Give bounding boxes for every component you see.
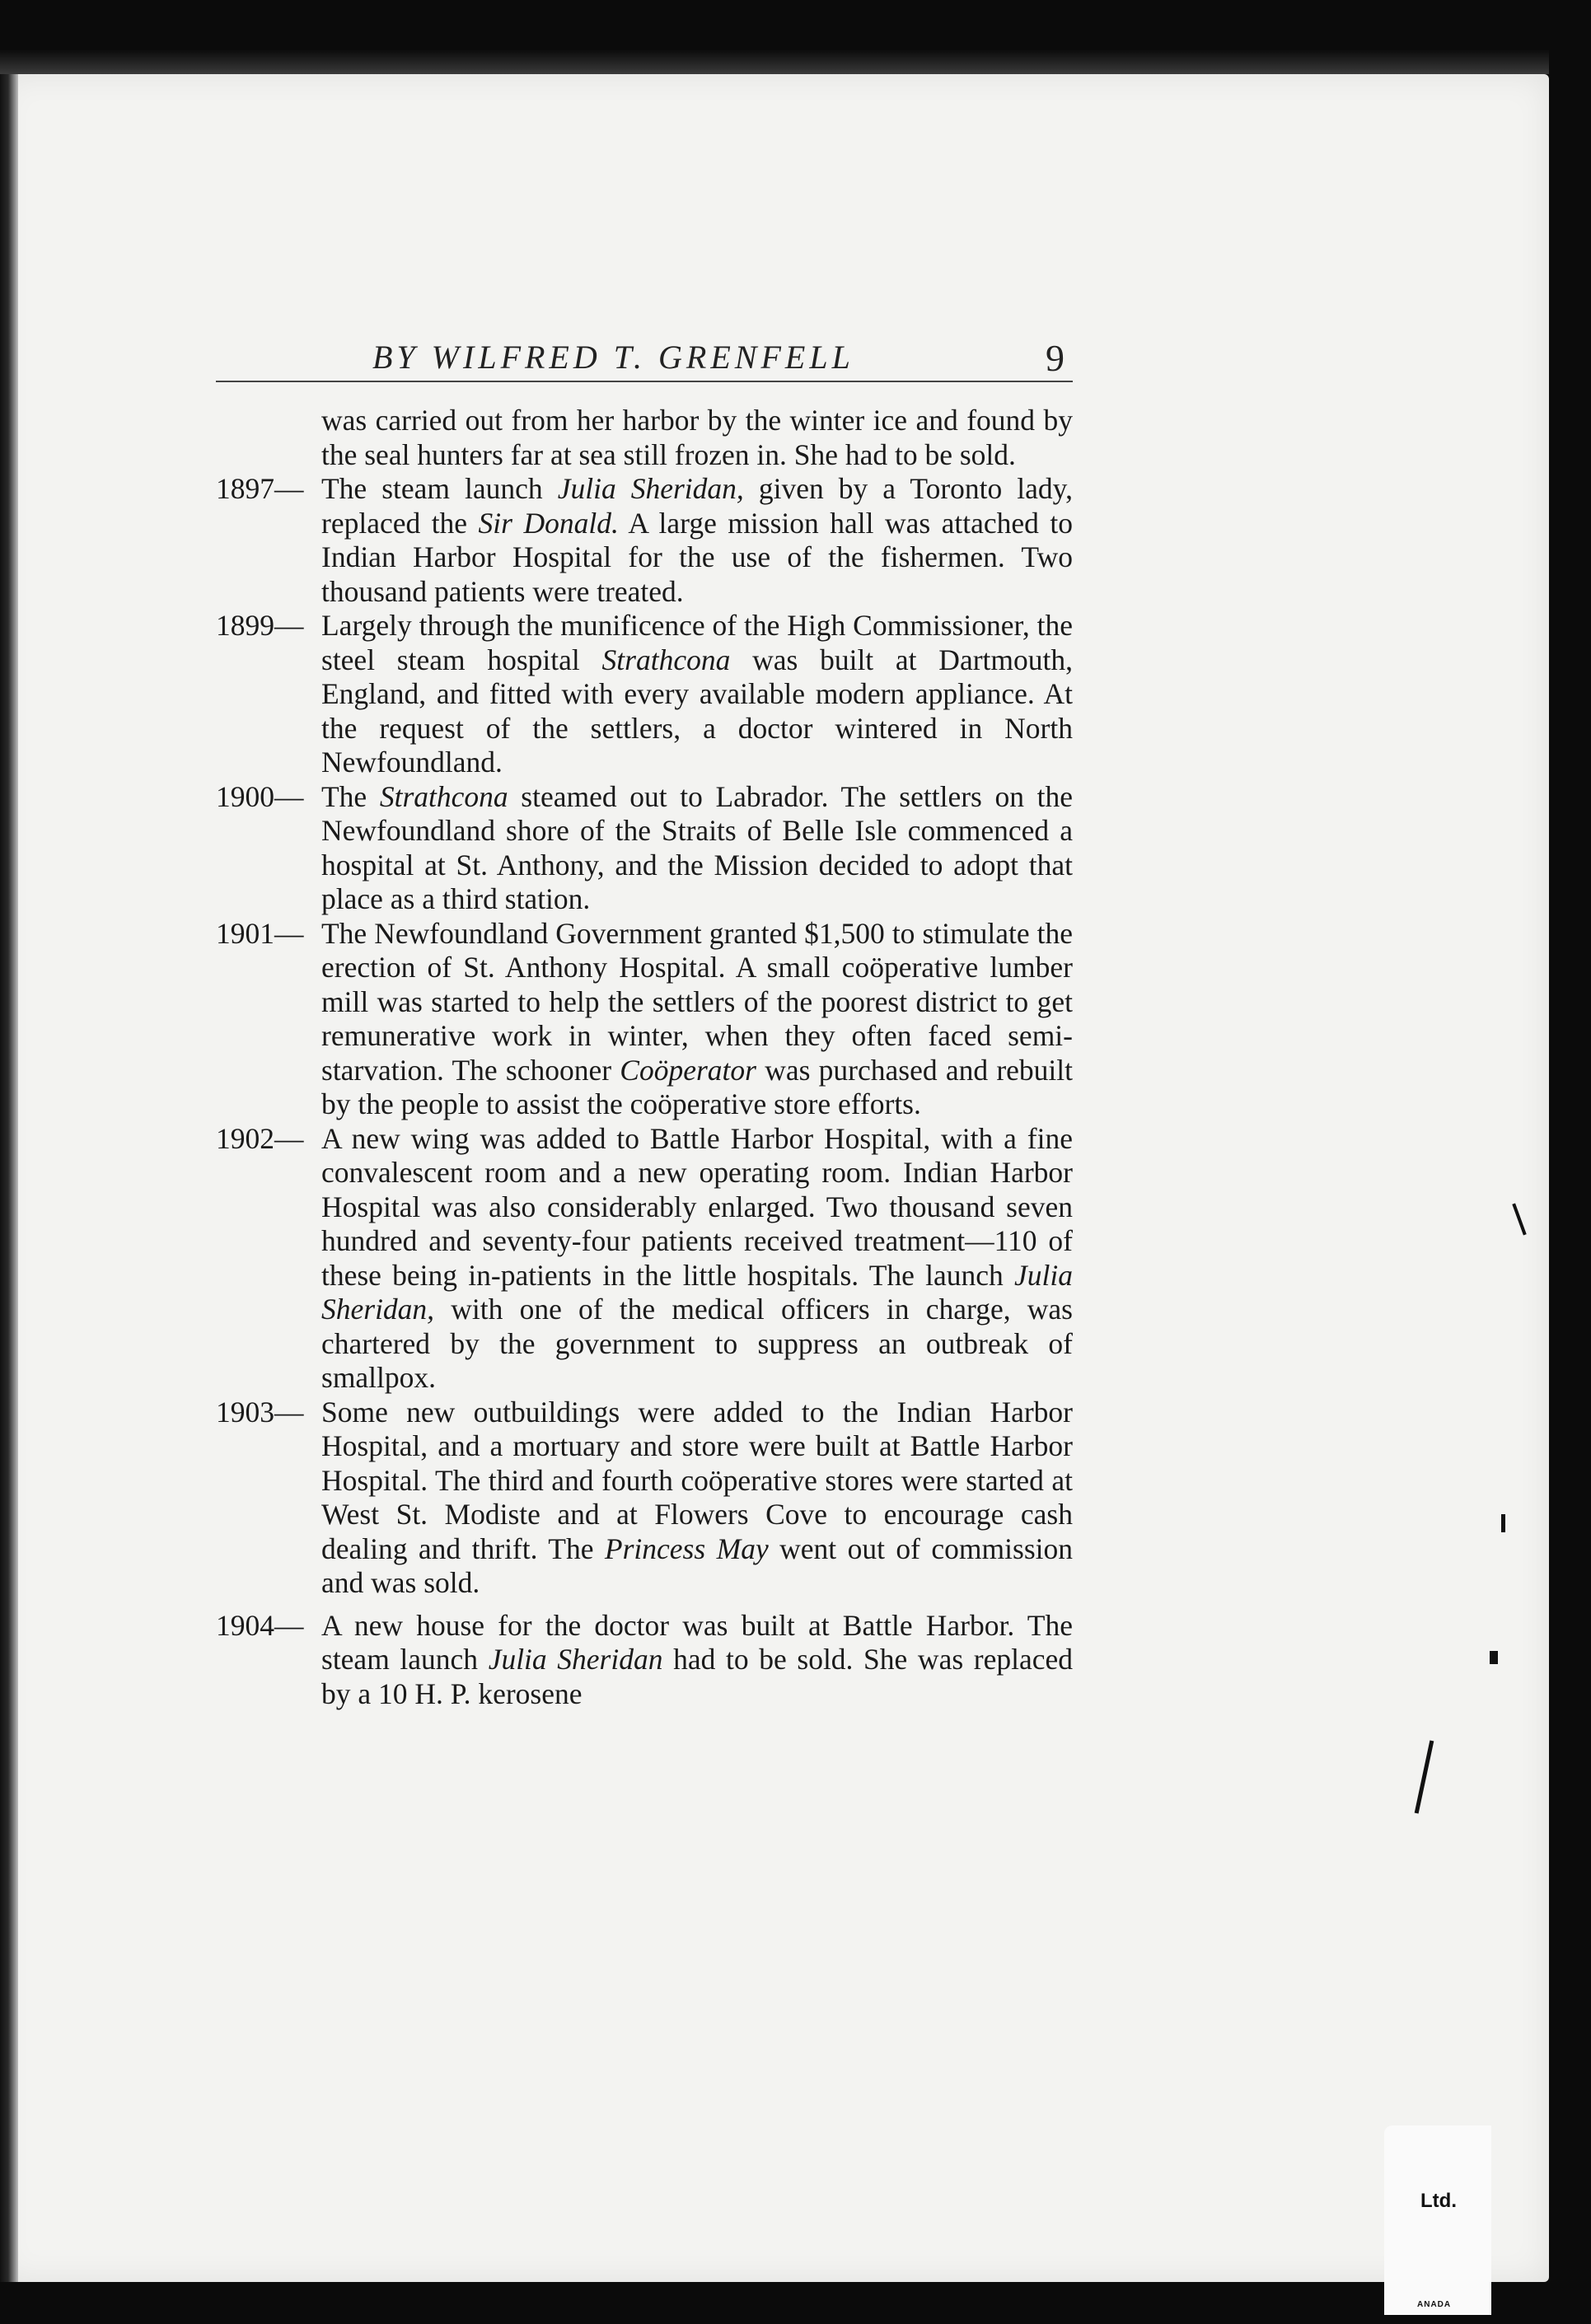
page-binding-edge	[0, 74, 18, 2282]
film-top-edge	[0, 49, 1549, 74]
entry-year: 1901—	[216, 916, 304, 950]
chronology-list	[216, 472, 1073, 1711]
entry-year: 1899—	[216, 609, 304, 642]
entry-year: 1903—	[216, 1395, 304, 1429]
entry-text: Largely through the munificence of the High Commissioner, the steel steam hospital Strathcona was built at Dartmouth, England, and fitted with every available modern appliance. At the request of the settlers, a doctor wintered in North Newfoundland.	[321, 609, 1073, 779]
entry-text: The steam launch Julia Sheridan, given by a Toronto lady, replaced the Sir Donald. A large mission hall was attached to Indian Harbor Hospital for the use of the fishermen. Two thousand patients were treated.	[321, 472, 1074, 608]
opening-paragraph	[216, 404, 1073, 472]
chronology-entry	[216, 1122, 1073, 1396]
scan-speck	[1490, 1651, 1498, 1664]
entry-year: 1900—	[216, 779, 304, 813]
page-body	[216, 404, 1073, 1711]
chronology-entry	[216, 472, 1073, 609]
entry-year: 1902—	[216, 1121, 304, 1155]
film-label-card	[1384, 2125, 1491, 2315]
running-head: BY WILFRED T. GRENFELL	[372, 339, 854, 376]
entry-text: The Strathcona steamed out to Labrador. The settlers on the Newfoundland shore of the Straits of Belle Isle commenced a hospital at St. Anthony, and the Mission decided to adopt that place as a third station.	[321, 779, 1073, 915]
entry-year: 1897—	[216, 472, 304, 505]
chronology-entry	[216, 609, 1073, 780]
entry-text: The Newfoundland Government granted $1,500 to stimulate the erection of St. Anthony Hospital. A small coöperative lumber mill was started to help the settlers of the poorest district to get remunerative work in winter, when they often faced semi-starvation. The schooner Coöperator was purchased and rebuilt by the people to assist the coöperative store efforts.	[321, 916, 1073, 1120]
scan-speck	[1501, 1514, 1505, 1532]
chronology-entry	[216, 1609, 1073, 1712]
chronology-entry	[216, 780, 1073, 917]
label-text-line-1: Ltd.	[1420, 2190, 1457, 2212]
page-header	[216, 338, 1073, 384]
entry-text: Some new outbuildings were added to the Indian Harbor Hospital, and a mortuary and store were built at Battle Harbor Hospital. The third and fourth coöperative stores were started at West St. Modiste and at Flowers Cove to encourage cash dealing and thrift. The Princess May went out of commission and was sold.	[321, 1395, 1073, 1599]
entry-text: A new wing was added to Battle Harbor Hospital, with a fine convalescent room and a new operating room. Indian Harbor Hospital was also considerably enlarged. Two thousand seven hundred and seventy-four patients received treatment—110 of these being in-patients in the little hospitals. The launch Julia Sheridan, with one of the medical officers in charge, was chartered by the government to suppress an outbreak of smallpox.	[321, 1121, 1073, 1394]
entry-year: 1904—	[216, 1608, 304, 1642]
page-number: 9	[1046, 337, 1065, 379]
header-rule	[216, 381, 1073, 382]
label-text-line-2: ANADA	[1417, 2300, 1452, 2309]
chronology-entry	[216, 917, 1073, 1122]
chronology-entry	[216, 1396, 1073, 1601]
entry-text: A new house for the doctor was built at Battle Harbor. The steam launch Julia Sheridan had to be sold. She was replaced by a 10 H. P. kerosene	[321, 1608, 1073, 1710]
opening-text: was carried out from her harbor by the winter ice and found by the seal hunters far at sea still frozen in. She had to be sold.	[321, 404, 1073, 471]
